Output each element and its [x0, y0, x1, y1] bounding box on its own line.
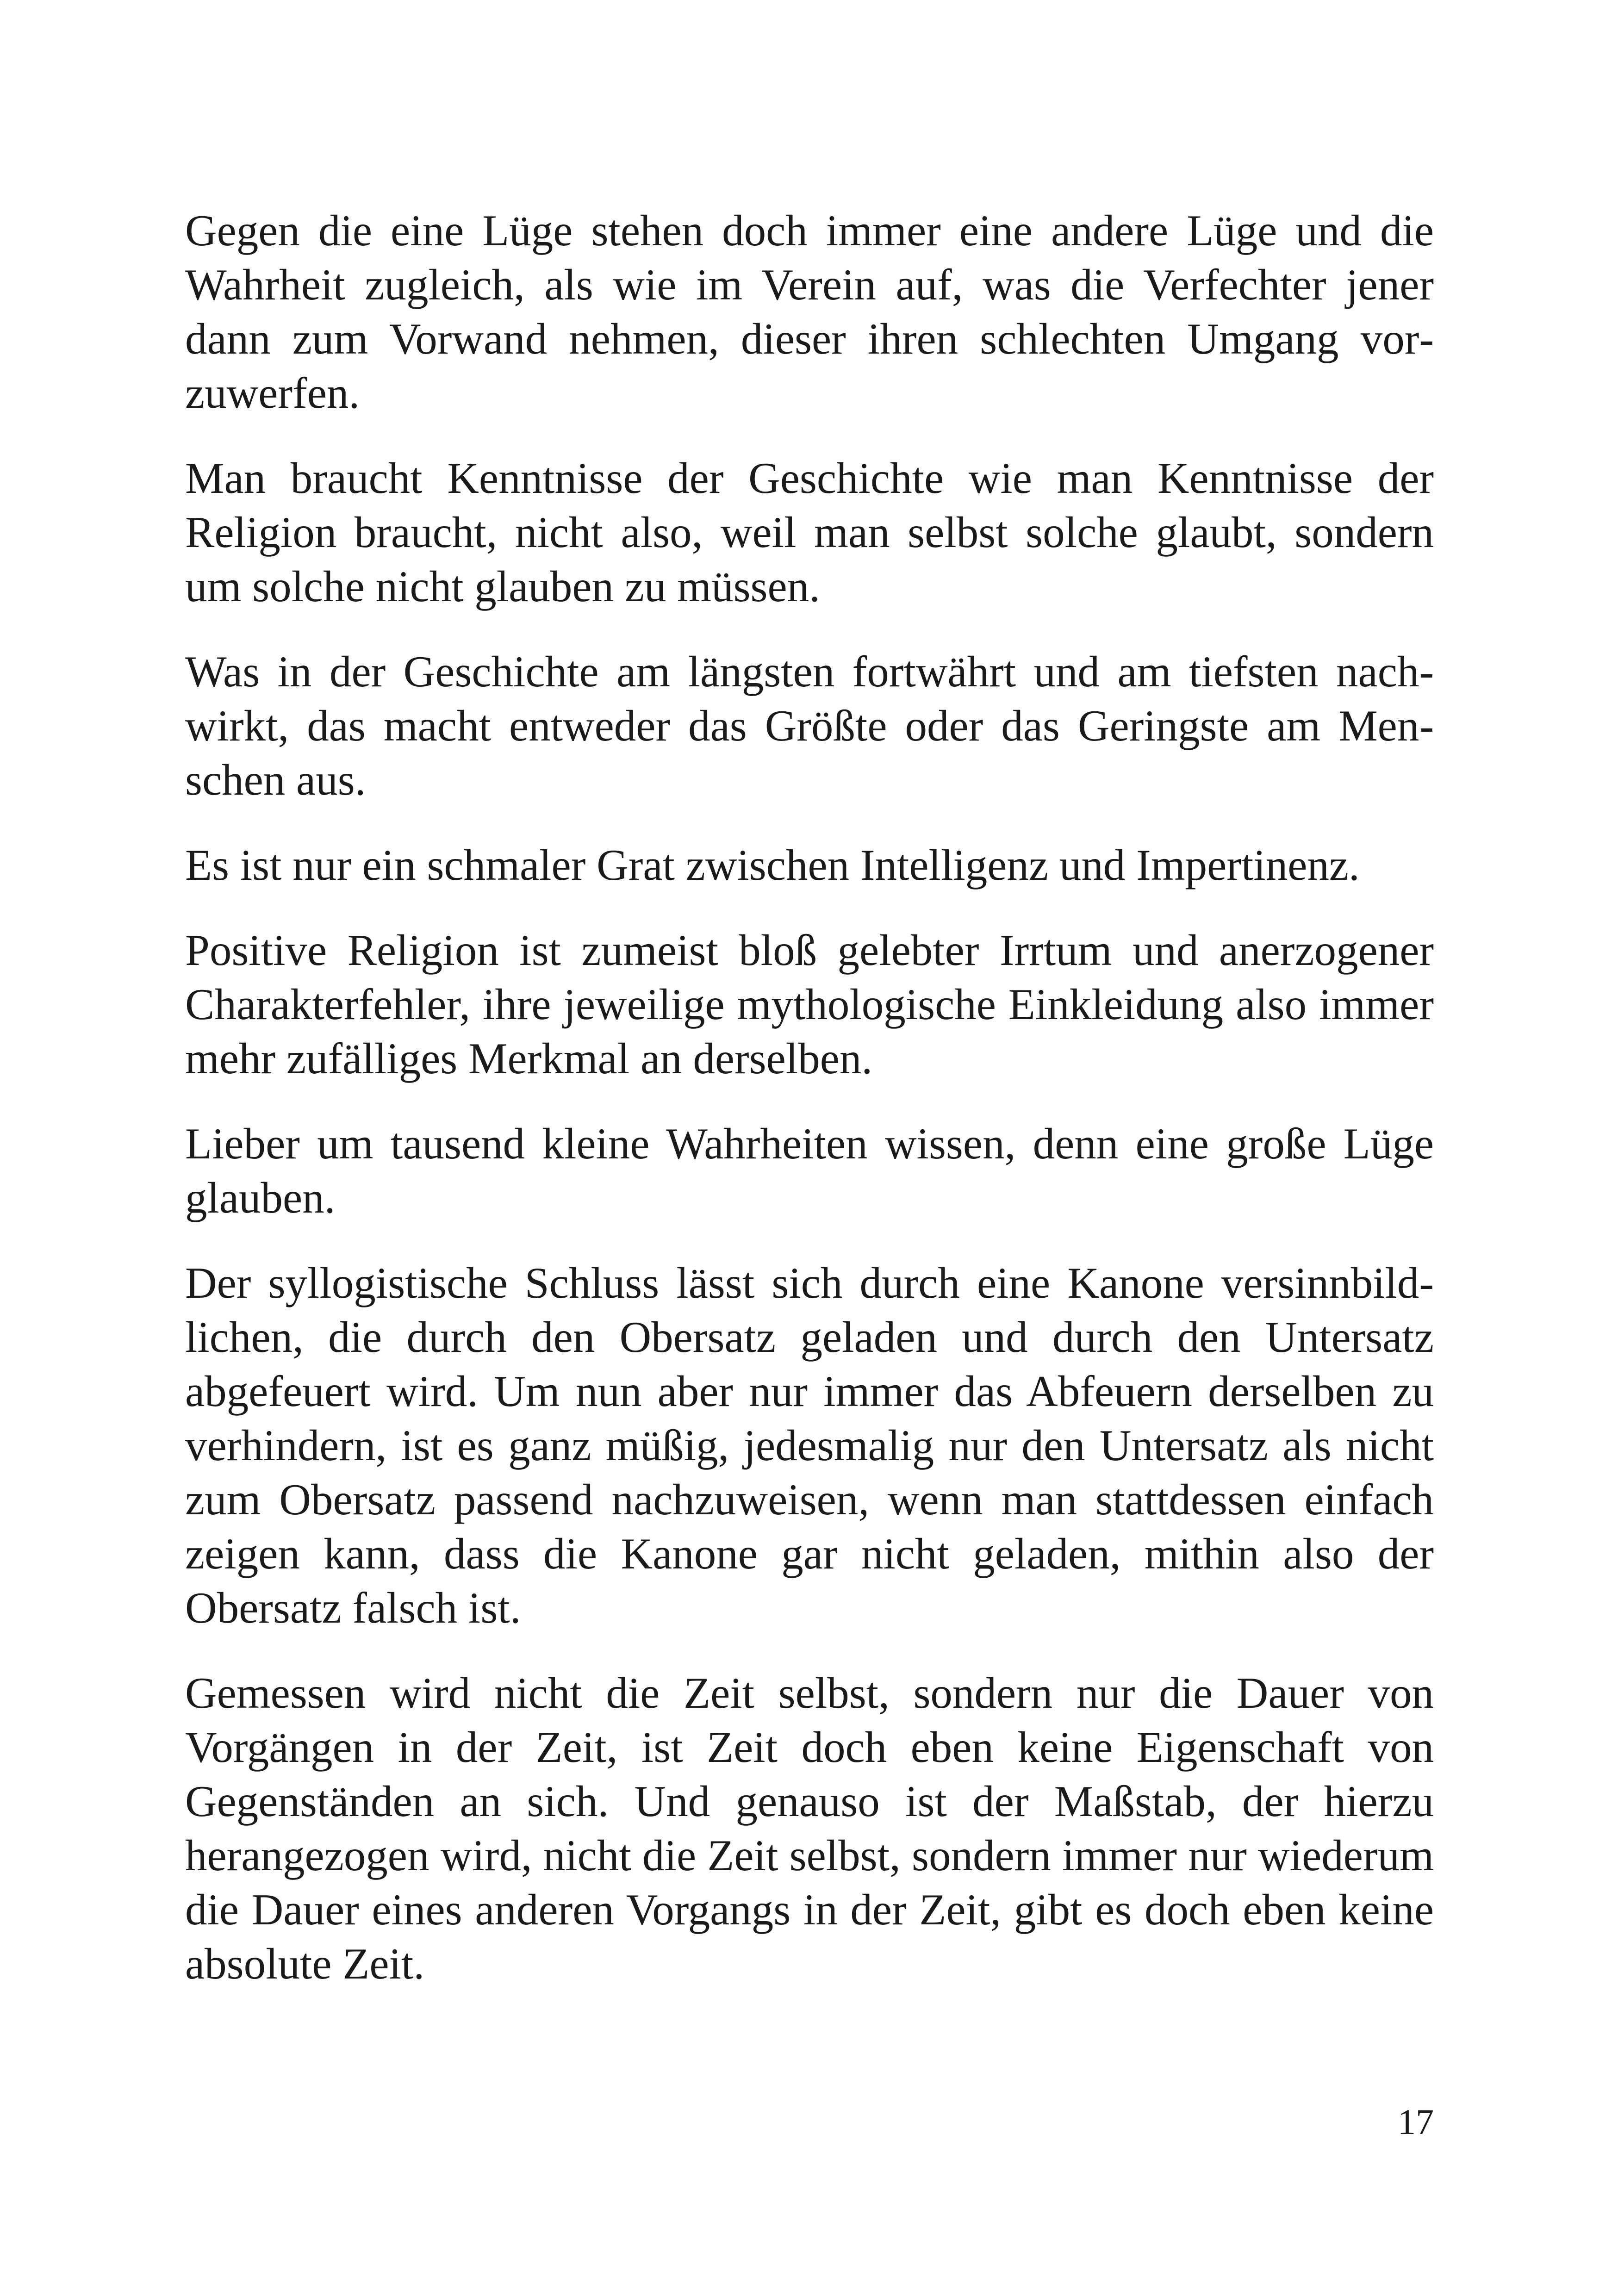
- page-body: [185, 204, 1434, 2022]
- paragraph: Was in der Geschichte am längsten fortwährt und am tiefsten nachwirkt, das macht entweder das Größte oder das Geringste am Menschen aus.: [185, 647, 1434, 804]
- paragraph: Lieber um tausend kleine Wahrheiten wissen, denn eine große Lüge glauben.: [185, 1119, 1434, 1222]
- page-number: 17: [1398, 2102, 1434, 2142]
- paragraph: Es ist nur ein schmaler Grat zwischen Intelligenz und Impertinenz.: [185, 840, 1360, 890]
- paragraph: Gemessen wird nicht die Zeit selbst, sondern nur die Dauer von Vorgängen in der Zeit, ist Zeit doch eben keine Eigenschaft von Gegenständen an sich. Und genauso ist der Maßstab, der hierzu herangezogen wird, nicht die Zeit selbst, sondern immer nur wiederum die Dauer eines anderen Vorgangs in der Zeit, gibt es doch eben keine absolute Zeit.: [185, 1668, 1434, 1988]
- paragraph: Positive Religion ist zumeist bloß gelebter Irrtum und anerzogener Charakterfehler, ihre jeweilige mythologische Einkleidung also immer mehr zufälliges Merkmal an derselben.: [185, 926, 1434, 1083]
- paragraph: Gegen die eine Lüge stehen doch immer eine andere Lüge und die Wahrheit zugleich, als wie im Verein auf, was die Verfechter jener dann zum Vorwand nehmen, dieser ihren schlechten Umgang vorzuwerfen.: [185, 206, 1434, 417]
- paragraph: Der syllogistische Schluss lässt sich durch eine Kanone versinnbildlichen, die durch den Obersatz geladen und durch den Untersatz abgefeuert wird. Um nun aber nur immer das Abfeuern derselben zu verhindern, ist es ganz müßig, jedesmalig nur den Untersatz als nicht zum Obersatz passend nachzuweisen, wenn man stattdessen einfach zeigen kann, dass die Kanone gar nicht geladen, mithin also der Obersatz falsch ist.: [185, 1258, 1434, 1632]
- paragraph: Man braucht Kenntnisse der Geschichte wie man Kenntnisse der Religion braucht, nicht also, weil man selbst solche glaubt, sondern um solche nicht glauben zu müssen.: [185, 454, 1434, 611]
